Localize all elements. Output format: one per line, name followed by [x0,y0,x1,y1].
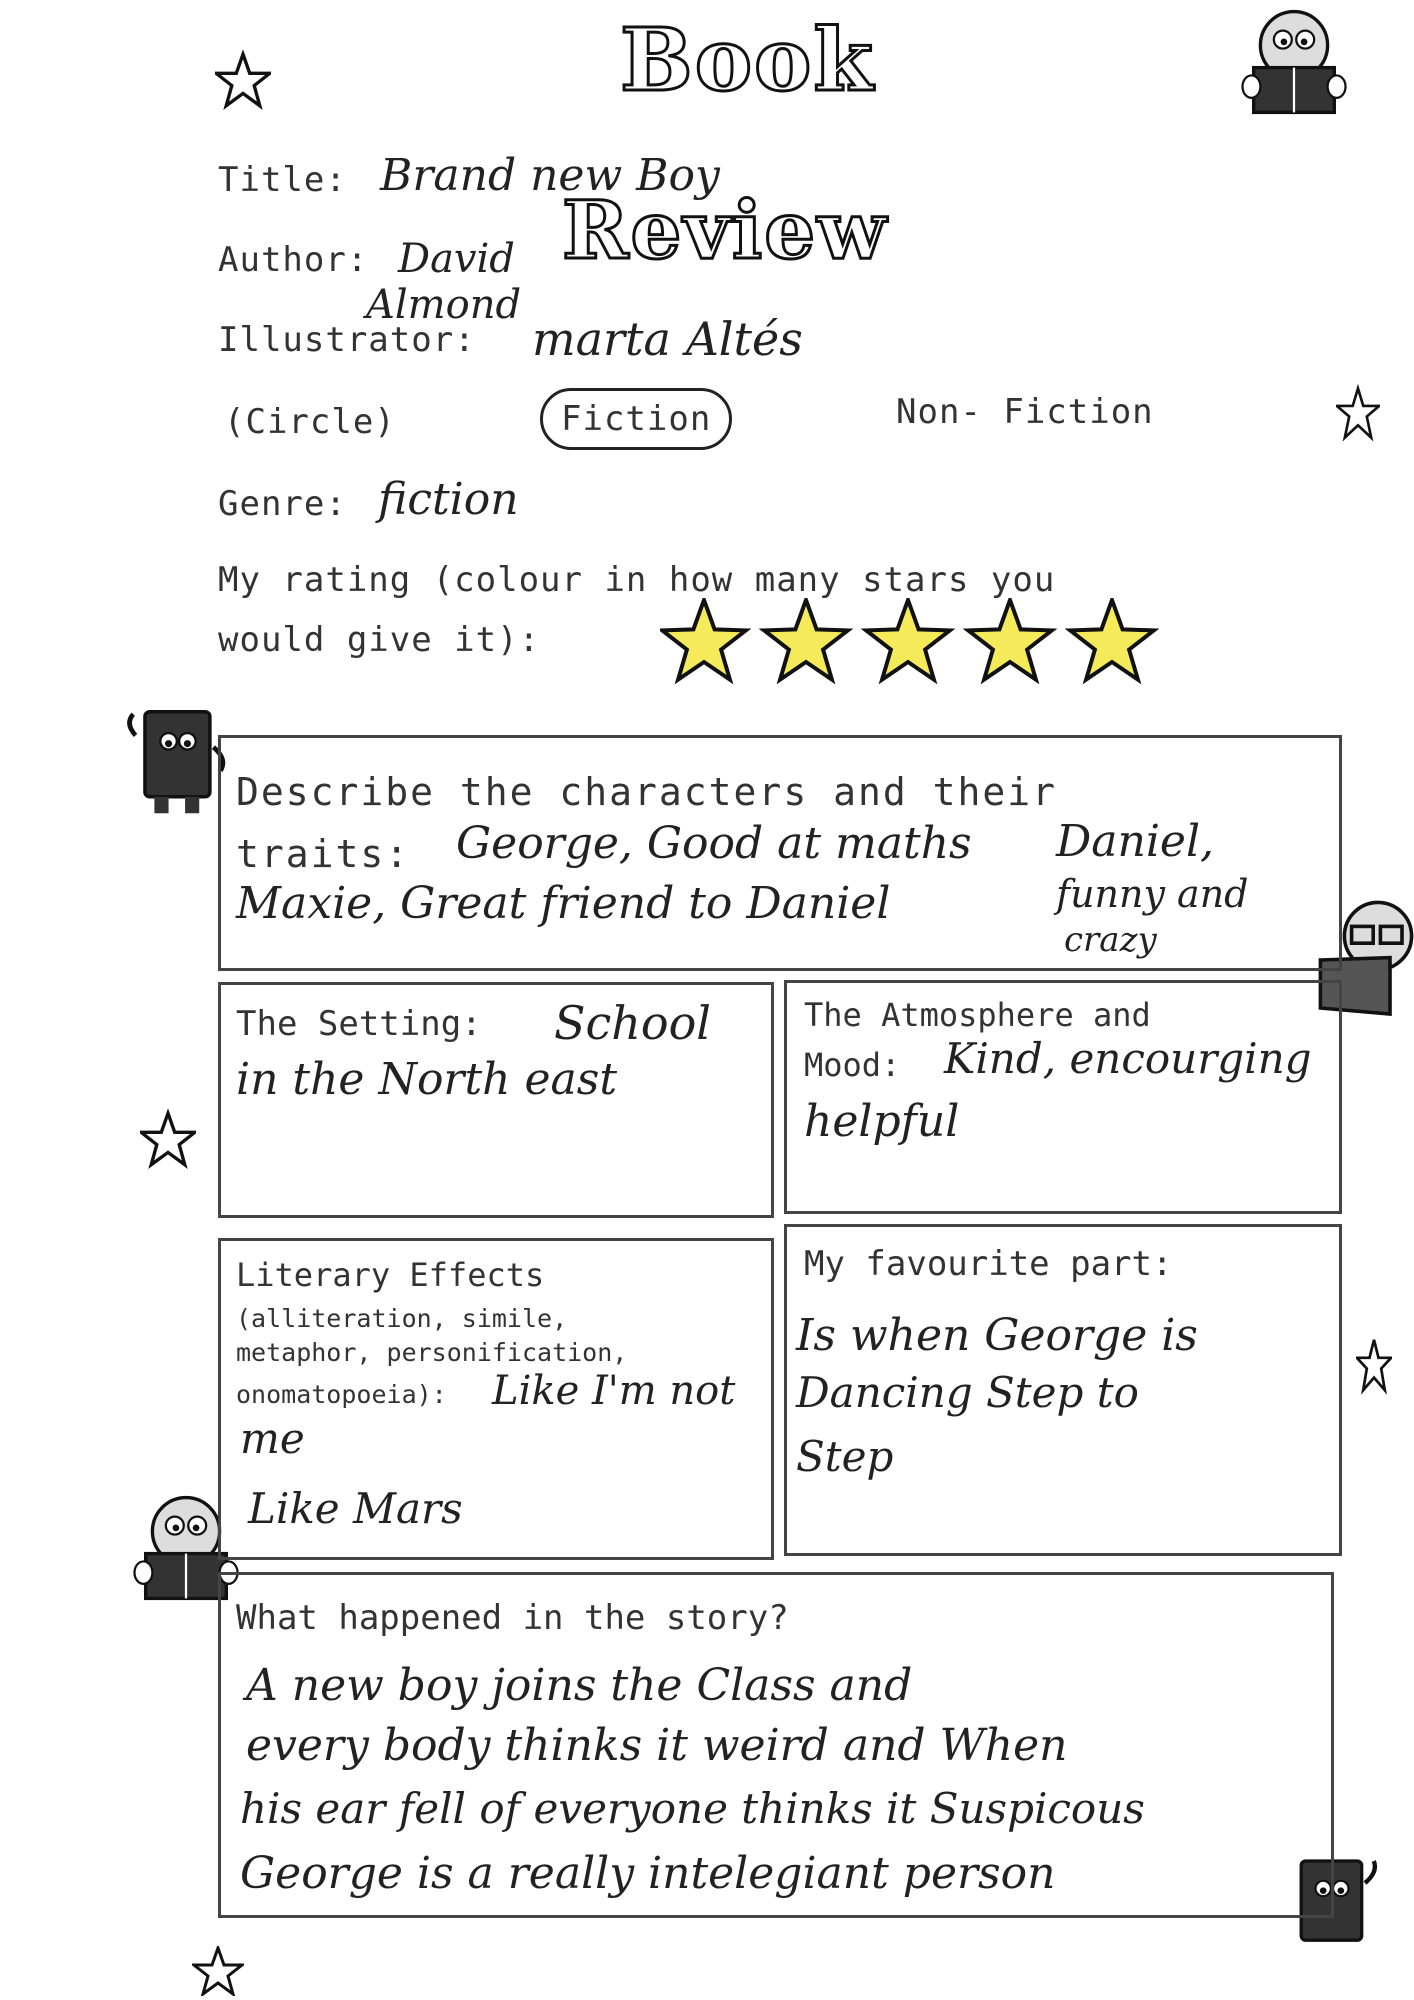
author-value-line2: Almond [366,282,522,328]
favourite-value1: Is when George is [796,1310,1198,1361]
setting-value1: School [554,996,712,1050]
title-value: Brand new Boy [380,150,720,201]
rating-label-line2: would give it): [218,620,541,660]
story-line1: A new boy joins the Class and [246,1660,913,1711]
story-line3: his ear fell of everyone thinks it Suspicous [240,1784,1145,1833]
rating-star-icon[interactable] [866,600,950,680]
title-label: Title: [218,160,347,200]
literary-label: Literary Effects [236,1256,545,1294]
favourite-value2: Dancing Step to [796,1368,1139,1417]
literary-value1: Like I'm not [492,1368,736,1414]
atmosphere-label1: The Atmosphere and [804,996,1151,1034]
genre-label: Genre: [218,484,347,524]
circle-label: (Circle) [224,402,396,442]
atmosphere-label2: Mood: [804,1046,901,1084]
characters-text-b: Maxie, Great friend to Daniel [236,878,891,929]
atmosphere-value1: Kind, encourging [944,1034,1312,1083]
star-icon [1356,1330,1392,1400]
setting-label: The Setting: [236,1004,482,1044]
illustrator-label: Illustrator: [218,320,476,360]
rating-label-line1: My rating (colour in how many stars you [218,560,1056,600]
genre-value: fiction [378,474,519,525]
literary-sub2: metaphor, personification, [236,1338,628,1367]
star-icon [192,1946,244,1996]
rating-star-icon[interactable] [764,600,848,680]
nonfiction-option[interactable]: Non- Fiction [896,392,1154,432]
rating-star-icon[interactable] [662,600,746,680]
literary-value3: Like Mars [248,1484,463,1533]
star-icon [1336,375,1380,451]
characters-text-c1: Daniel, [1056,816,1215,867]
story-line2: every body thinks it weird and When [246,1720,1068,1771]
rating-stars [660,598,1180,688]
literary-sub3: onomatopoeia): [236,1380,447,1409]
characters-label-line2: traits: [236,832,411,876]
setting-value2: in the North east [236,1054,618,1105]
characters-text-c2: funny and [1056,872,1249,916]
reading-mascot-icon [1236,6,1352,118]
star-icon [140,1108,196,1170]
characters-label-line1: Describe the characters and their [236,770,1057,814]
literary-sub1: (alliteration, simile, [236,1304,568,1333]
story-label: What happened in the story? [236,1598,789,1638]
rating-star-icon[interactable] [968,600,1052,680]
title-review: Review [562,183,889,277]
atmosphere-value2: helpful [804,1096,960,1147]
characters-text-a: George, Good at maths [456,818,972,869]
story-line4: George is a really intelegiant person [240,1848,1056,1899]
author-value-line1: David [398,236,515,282]
rating-star-icon[interactable] [1070,600,1154,680]
star-icon [215,50,271,110]
fiction-option[interactable]: Fiction [540,388,732,450]
title-book: Book [620,10,875,111]
characters-text-c3: crazy [1064,920,1157,960]
illustrator-value: marta Altés [532,312,803,366]
favourite-label: My favourite part: [804,1244,1173,1284]
favourite-value3: Step [796,1432,894,1481]
literary-value2: me [240,1414,305,1463]
author-label: Author: [218,240,369,280]
